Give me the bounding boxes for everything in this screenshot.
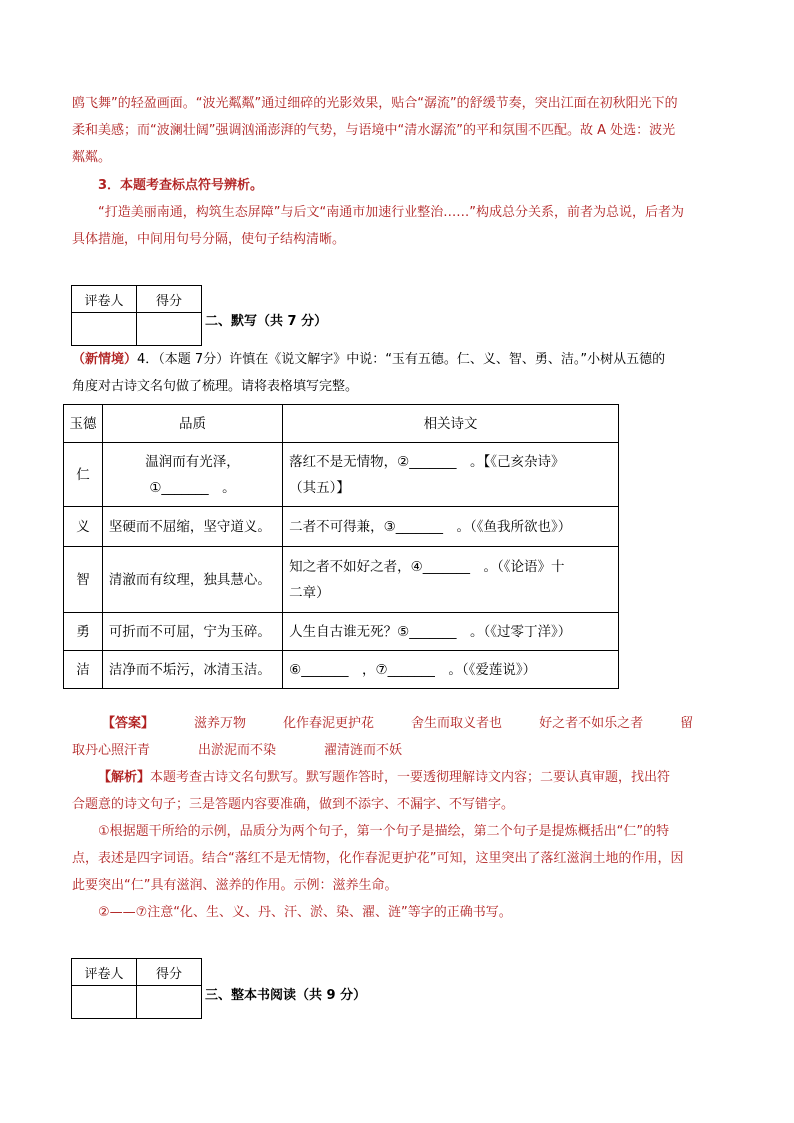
question-4 [72,346,722,400]
score-label: 得分 [137,286,202,313]
poem-cell [283,547,619,613]
quality-cell: 坚硬而不屈缩，坚守道义。 [102,507,282,547]
analysis-line: ①根据题干所给的示例，品质分为两个句子，第一个句子是描绘，第二个句子是提炼概括出“仁”的特 [98,824,670,839]
poem-line: 知之者不如好之者，④_______ 。（《论语》十 [289,558,565,575]
question-line: 4．（本题 7分）许慎在《说文解字》中说：“玉有五德。仁、义、智、勇、洁。”小树从五德的 [137,352,666,367]
quality-cell: 可折而不可屈，宁为玉碎。 [102,613,282,651]
header-cell: 玉德 [64,405,103,443]
analysis-line: 本题考查古诗文名句默写。默写题作答时，一要透彻理解诗文内容；二要认真审题，找出符 [150,770,671,785]
poem-line: 落红不是无情物，②_______ 。【《己亥杂诗》 [289,453,565,470]
poem-table [63,404,619,689]
virtue-cell: 智 [64,547,103,613]
answer-item: 留 [680,716,694,731]
grade-box [71,285,202,346]
q3-title: 3．本题考查标点符号辨析。 [98,178,264,193]
reviewer-cell [72,313,137,346]
poem-cell: 人生自古谁无死？⑤_______ 。（《过零丁洋》） [283,613,619,651]
answer-item: 出淤泥而不染 [198,743,277,758]
table-row [64,443,619,507]
virtue-cell: 洁 [64,651,103,689]
table-row [64,613,619,651]
q3-line: “打造美丽南通，构筑生态屏障”与后文“南通市加速行业整治……”构成总分关系，前者为总说，后者为 [98,205,684,220]
analysis-label: 【解析】 [98,770,151,785]
reviewer-label: 评卷人 [72,286,137,313]
section-title: 二、默写（共 7 分） [205,314,328,329]
answer-item: 滋养万物 [194,716,247,731]
answer-block [72,710,722,764]
answer-item: 舍生而取义者也 [411,716,503,731]
question-tag: （新情境） [72,352,138,367]
score-cell [137,986,202,1019]
grade-box [71,958,202,1019]
poem-line: （其五）】 [289,479,350,496]
intro-paragraph [72,90,722,171]
section-title: 三、整本书阅读（共 9 分） [205,988,367,1003]
analysis-line: 点，表述是四字词语。结合“落红不是无情物，化作春泥更护花”可知，这里突出了落红滋润土地的作用，因 [72,851,684,866]
virtue-cell: 勇 [64,613,103,651]
virtue-cell: 义 [64,507,103,547]
q3-line: 具体措施，中间用句号分隔，使句子结构清晰。 [72,232,346,247]
answer-item: 取丹心照汗青 [72,743,151,758]
table-header-row [64,405,619,443]
quality-line: ①_______ 。 [149,479,236,496]
answer-label: 【答案】 [102,716,155,731]
table-row [64,507,619,547]
header-cell: 品质 [102,405,282,443]
q3-explanation [72,199,722,253]
table-row [64,547,619,613]
score-label: 得分 [137,959,202,986]
intro-line: 粼粼。 [72,150,112,165]
poem-line: 二章） [289,584,330,601]
answer-item: 好之者不如乐之者 [539,716,644,731]
poem-cell: 二者不可得兼，③_______ 。（《鱼我所欲也》） [283,507,619,547]
virtue-cell: 仁 [64,443,103,507]
quality-cell: 清澈而有纹理，独具慧心。 [102,547,282,613]
score-cell [137,313,202,346]
intro-line: 柔和美感；而“波澜壮阔”强调汹涌澎湃的气势，与语境中“清水潺流”的平和氛围不匹配。故 A 处选：波光 [72,123,676,138]
analysis-line: 此要突出“仁”具有滋润、滋养的作用。示例：滋养生命。 [72,878,398,893]
quality-cell [102,443,282,507]
header-cell: 相关诗文 [283,405,619,443]
analysis-point-2: ②——⑦注意“化、生、义、丹、汗、淤、染、濯、涟”等字的正确书写。 [98,905,512,920]
reviewer-label: 评卷人 [72,959,137,986]
quality-line: 温润而有光泽， [145,453,240,470]
analysis-line: 合题意的诗文句子；三是答题内容要准确，做到不添字、不漏字、不写错字。 [72,797,515,812]
question-line: 角度对古诗文名句做了梳理。请将表格填写完整。 [72,379,359,394]
analysis-point-1 [72,818,722,899]
analysis-block [72,764,722,818]
poem-cell: ⑥_______ ，⑦_______ 。（《爱莲说》） [283,651,619,689]
intro-line: 鸥飞舞”的轻盈画面。“波光粼粼”通过细碎的光影效果，贴合“潺流”的舒缓节奏，突出江面在初秋阳光下的 [72,96,678,111]
quality-cell: 洁净而不垢污，冰清玉洁。 [102,651,282,689]
poem-cell [283,443,619,507]
table-row [64,651,619,689]
answer-item: 化作春泥更护花 [283,716,375,731]
reviewer-cell [72,986,137,1019]
answer-item: 濯清涟而不妖 [324,743,403,758]
